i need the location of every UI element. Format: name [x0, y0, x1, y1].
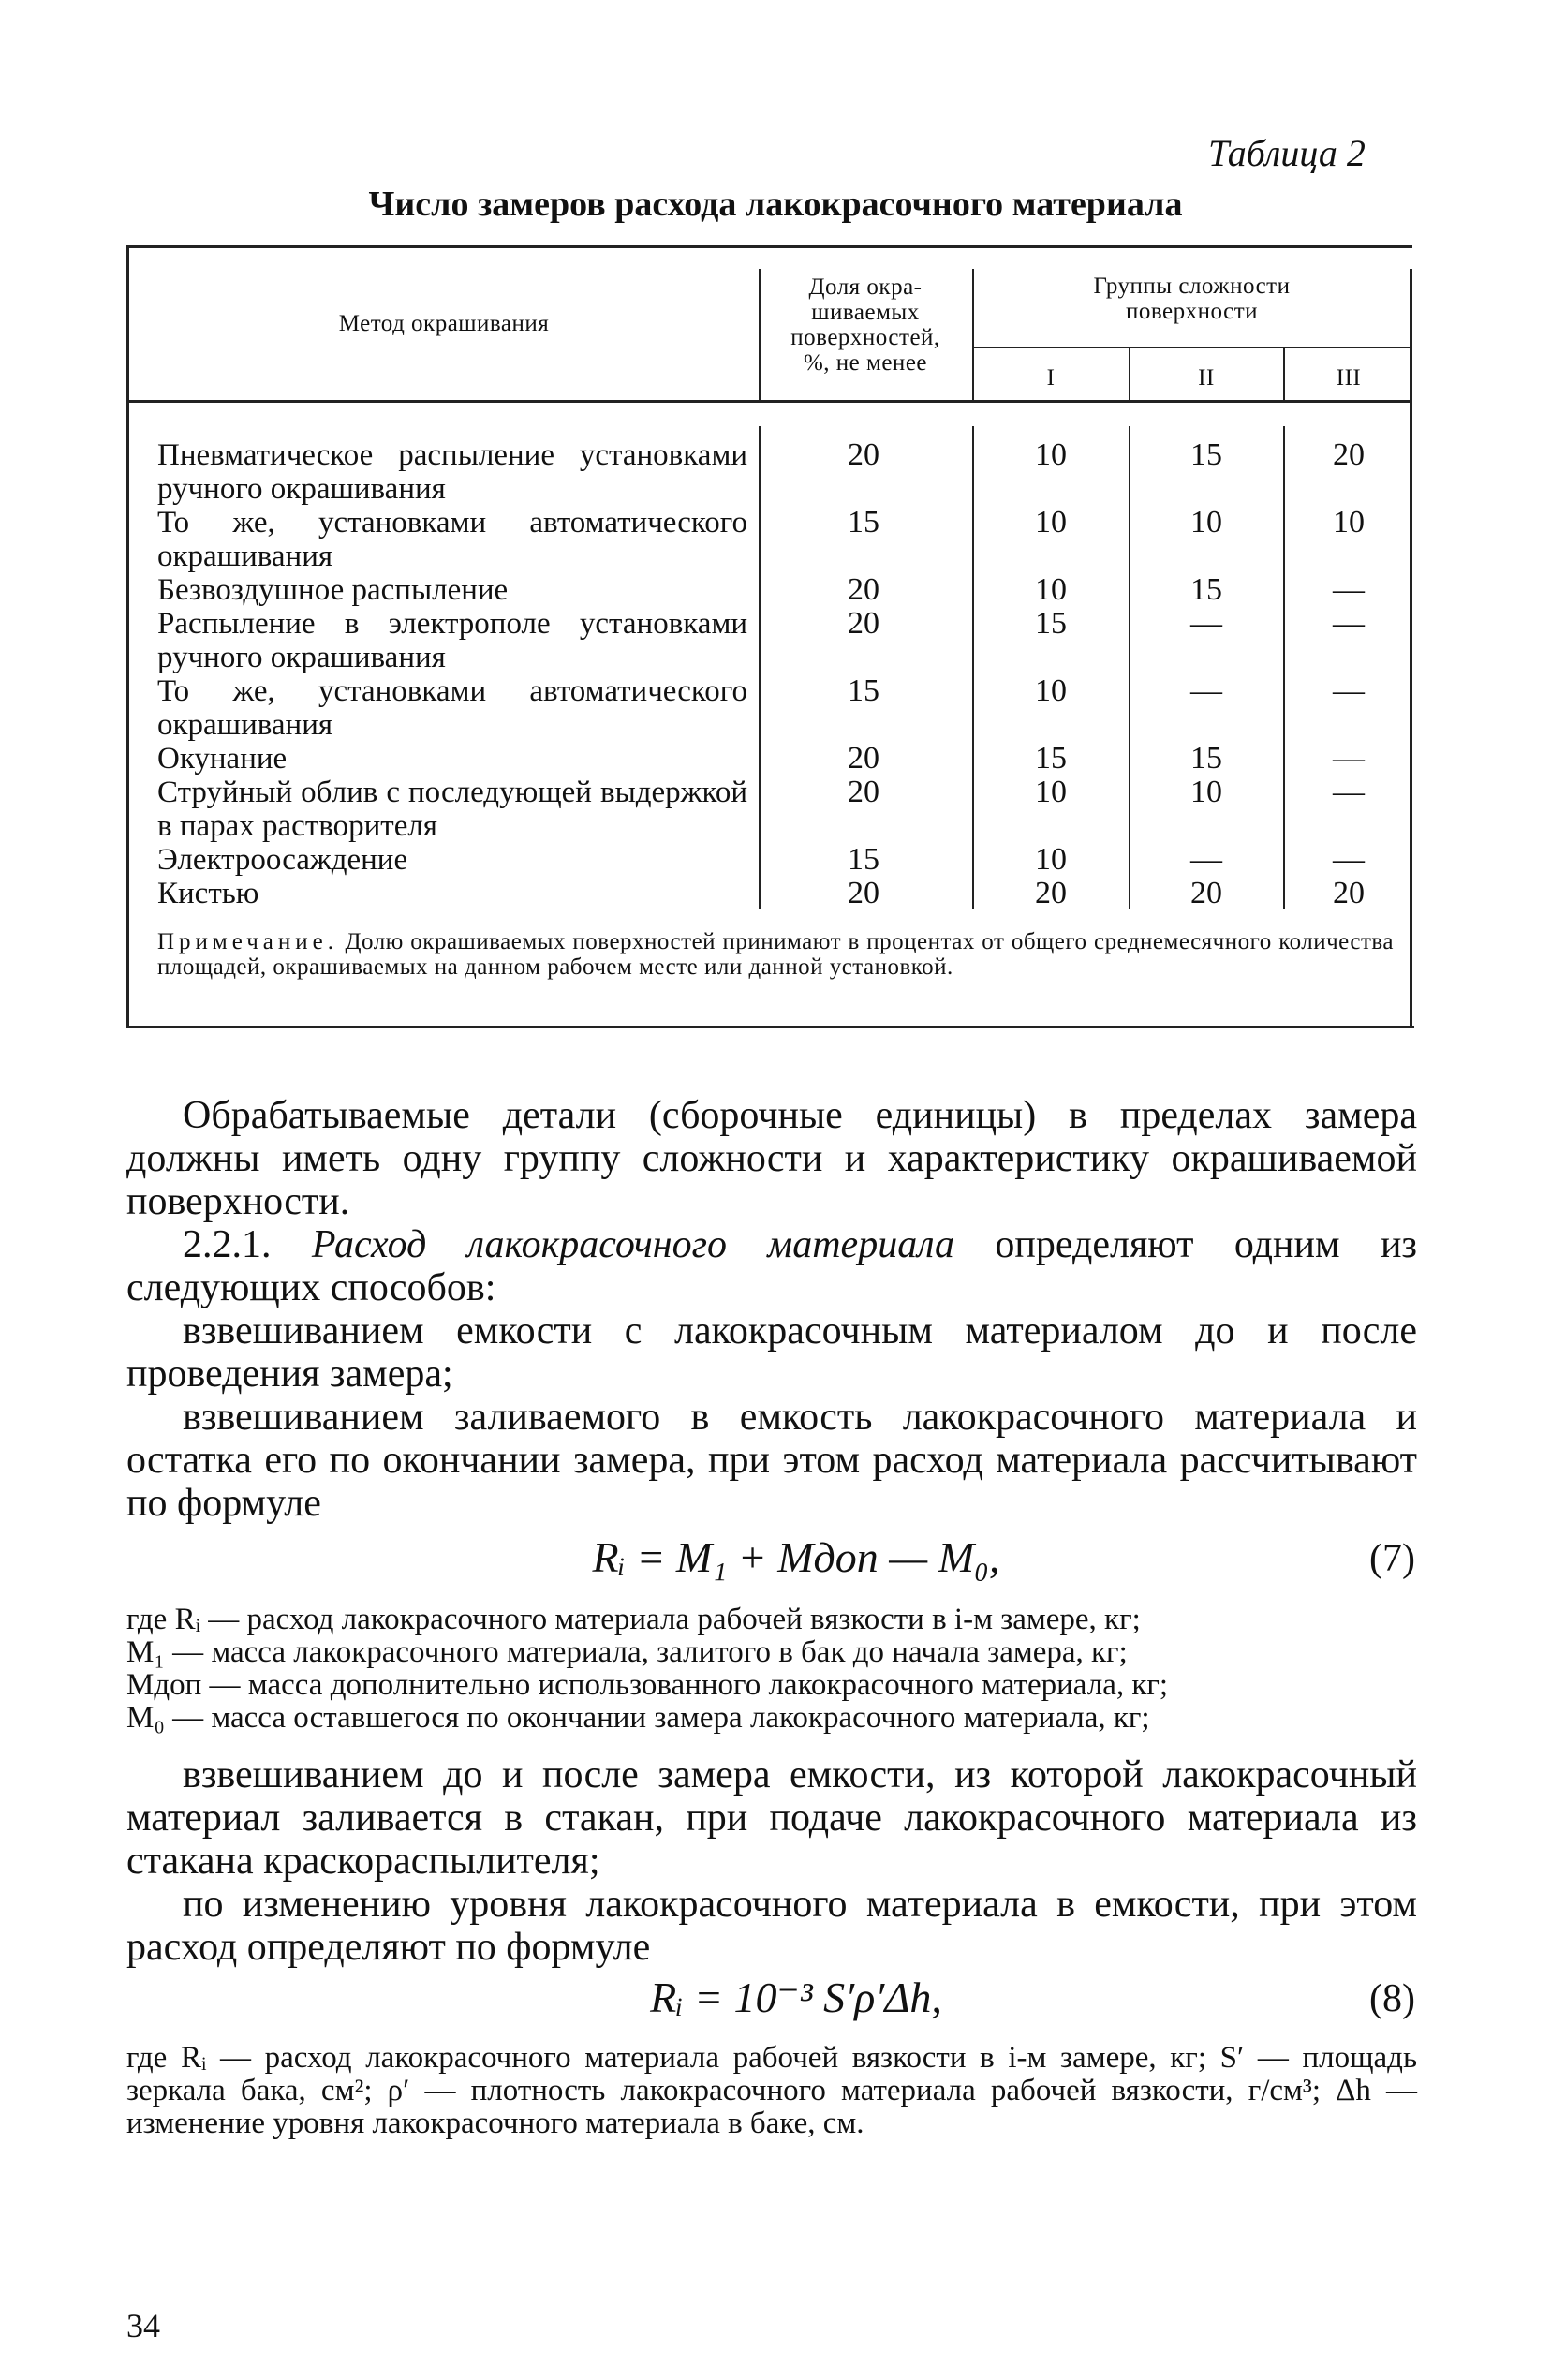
col-sep-3-header: [1129, 348, 1130, 400]
row-g2: 10: [1190, 505, 1222, 540]
formula-8-legend: где Rᵢ — расход лакокрасочного материала рабочей вязкости в i-м замере, кг; S′ — площадь зеркала бака, см²; ρ′ — плотность лакокрасочного материала рабочей вязкости, г/см³; Δh — изменение уровня лакокрасочного материала в баке, см.: [126, 2041, 1417, 2140]
row-method: Безвоздушное распыление: [157, 573, 509, 607]
formula-8: Rᵢ = 10⁻³ S′ρ′Δh,: [650, 1973, 942, 2021]
groups-subheader-divider: [974, 347, 1410, 348]
row-g1: 10: [1035, 437, 1067, 472]
table-title: Число замеров расхода лакокрасочного материала: [368, 185, 1183, 224]
row-method: Пневматическое распыление установками ручного окрашивания: [157, 438, 747, 506]
note-text: Долю окрашиваемых поверхностей принимают в процентах от общего среднемесячного количества площадей, окрашиваемых на данном рабочем месте или данной установкой.: [157, 929, 1394, 980]
row-g3: —: [1333, 741, 1365, 776]
row-share: 20: [848, 572, 879, 607]
paragraph-4: взвешиванием заливаемого в емкость лакокрасочного материала и остатка его по окончании замера, при этом расход материала рассчитывают по формуле: [126, 1396, 1417, 1525]
header-method: Метод окрашивания: [338, 311, 550, 336]
paragraph-6: по изменению уровня лакокрасочного материала в емкости, при этом расход определяют по формуле: [126, 1883, 1417, 1969]
row-share: 20: [848, 775, 879, 809]
row-g3: —: [1333, 842, 1365, 877]
row-g3: 20: [1333, 876, 1365, 910]
formula-8-number: (8): [1369, 1977, 1415, 2020]
header-share: Доля окра- шиваемых поверхностей, %, не менее: [790, 274, 940, 376]
table-frame-right: [1410, 269, 1412, 1026]
paragraph-1: Обрабатываемые детали (сборочные единицы) в пределах замера должны иметь одну группу сложности и характеристику окрашиваемой поверхности.: [126, 1094, 1417, 1223]
row-g3: —: [1333, 606, 1365, 641]
row-g3: —: [1333, 673, 1365, 708]
row-g2: 15: [1190, 741, 1222, 776]
row-share: 15: [848, 842, 879, 877]
row-g3: 20: [1333, 437, 1365, 472]
row-method: Окунание: [157, 742, 288, 776]
col-sep-4: [1283, 426, 1285, 909]
row-g1: 10: [1035, 775, 1067, 809]
row-method: Электроосаждение: [157, 843, 408, 877]
row-method: Распыление в электрополе установками ручного окрашивания: [157, 607, 747, 674]
header-group-2: II: [1198, 365, 1215, 391]
header-group-3: III: [1336, 365, 1362, 391]
row-g2: 10: [1190, 775, 1222, 809]
header-group-1: I: [1046, 365, 1056, 391]
row-g2: —: [1190, 606, 1222, 641]
row-share: 15: [848, 505, 879, 540]
col-sep-3: [1129, 426, 1130, 909]
paragraph-5: взвешиванием до и после замера емкости, из которой лакокрасочный материал заливается в стакан, при подаче лакокрасочного материала из стакана краскораспылителя;: [126, 1753, 1417, 1883]
table-frame-bottom: [126, 1026, 1414, 1028]
formula-7: Rᵢ = M₁ + Mдоп — M₀,: [592, 1533, 1000, 1581]
row-g1: 10: [1035, 505, 1067, 540]
row-method: Струйный облив с последующей выдержкой в парах растворителя: [157, 776, 747, 843]
row-share: 20: [848, 876, 879, 910]
row-g2: 15: [1190, 572, 1222, 607]
row-g1: 15: [1035, 606, 1067, 641]
row-share: 20: [848, 437, 879, 472]
row-method: То же, установками автоматического окрашивания: [157, 674, 747, 742]
table-label: Таблица 2: [1208, 132, 1366, 174]
row-share: 20: [848, 606, 879, 641]
row-g3: —: [1333, 572, 1365, 607]
col-sep-1: [759, 426, 761, 909]
row-g3: 10: [1333, 505, 1365, 540]
row-g1: 20: [1035, 876, 1067, 910]
page-number: 34: [126, 2307, 160, 2344]
row-g2: —: [1190, 673, 1222, 708]
row-g1: 10: [1035, 673, 1067, 708]
row-g2: —: [1190, 842, 1222, 877]
col-sep-4-header: [1283, 348, 1285, 400]
header-groups: Группы сложности поверхности: [1093, 273, 1291, 324]
row-g1: 10: [1035, 842, 1067, 877]
row-share: 15: [848, 673, 879, 708]
formula-7-legend: где Rᵢ — расход лакокрасочного материала рабочей вязкости в i-м замере, кг; M₁ — масса лакокрасочного материала, залитого в бак до начала замера, кг; Mдоп — масса дополнительно использованного лакокрасочного материала, кг; M₀ — масса оставшегося по окончании замера лакокрасочного материала, кг;: [126, 1603, 1169, 1735]
header-divider: [129, 400, 1410, 403]
col-sep-2: [972, 426, 974, 909]
row-g1: 10: [1035, 572, 1067, 607]
row-g3: —: [1333, 775, 1365, 809]
note-head: Примечание.: [157, 929, 339, 954]
row-share: 20: [848, 741, 879, 776]
row-g2: 20: [1190, 876, 1222, 910]
row-g1: 15: [1035, 741, 1067, 776]
formula-7-number: (7): [1369, 1537, 1415, 1580]
table-note: [157, 929, 1394, 980]
paragraph-3: взвешиванием емкости с лакокрасочным материалом до и после проведения замера;: [126, 1309, 1417, 1396]
paragraph-2: 2.2.1. Расход лакокрасочного материала определяют одним из следующих способов:: [126, 1223, 1418, 1309]
row-method: То же, установками автоматического окрашивания: [157, 506, 747, 573]
row-method: Кистью: [157, 877, 259, 910]
row-g2: 15: [1190, 437, 1222, 472]
